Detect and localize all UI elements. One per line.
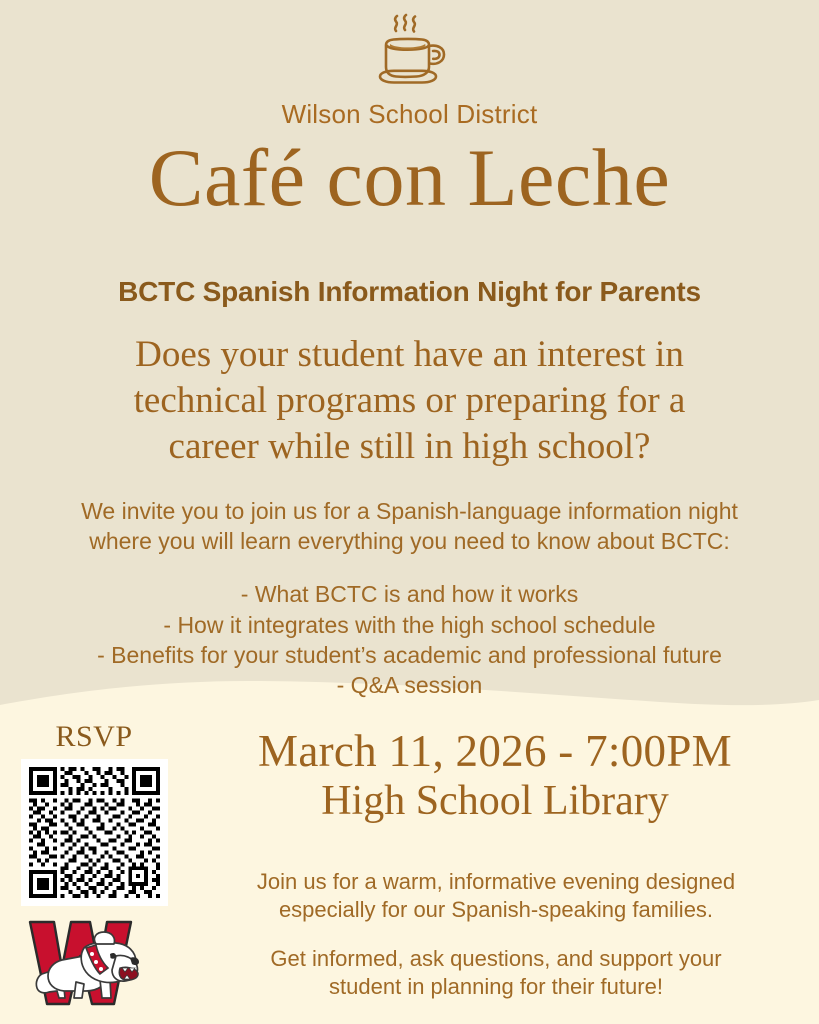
list-item: - How it integrates with the high school schedule (163, 611, 656, 638)
coffee-cup-icon (367, 12, 453, 90)
topic-list (10, 579, 810, 700)
closing-text-block (180, 868, 812, 1001)
closing-line: especially for our Spanish-speaking families. (278, 896, 714, 922)
closing-paragraph (180, 868, 812, 923)
event-location: High School Library (321, 778, 669, 825)
closing-line: student in planning for their future! (329, 974, 663, 1000)
closing-line: Get informed, ask questions, and support your (270, 946, 722, 972)
headline-line: technical programs or preparing for a (133, 379, 686, 421)
bottom-content-section (0, 700, 819, 1024)
list-item: - Q&A session (336, 672, 483, 699)
headline-line: career while still in high school? (168, 425, 651, 467)
qr-code-icon[interactable] (21, 759, 168, 906)
headline-line: Does your student have an interest in (135, 333, 684, 375)
page-title: Café con Leche (148, 131, 671, 223)
invitation-paragraph (15, 497, 805, 557)
closing-paragraph (180, 945, 812, 1000)
list-item: - Benefits for your student’s academic and professional future (97, 641, 722, 668)
list-item: - What BCTC is and how it works (240, 581, 579, 608)
event-datetime: March 11, 2026 - 7:00PM (258, 726, 732, 776)
rsvp-label: RSVP (55, 720, 133, 753)
rsvp-block (14, 722, 174, 906)
headline-question (60, 332, 760, 470)
invitation-line: where you will learn everything you need to know about BCTC: (89, 528, 730, 555)
closing-line: Join us for a warm, informative evening designed (256, 869, 736, 894)
bulldog-mascot-logo (24, 912, 154, 1010)
invitation-line: We invite you to join us for a Spanish-language information night (81, 498, 738, 525)
event-subtitle: BCTC Spanish Information Night for Parents (118, 275, 701, 307)
event-info (175, 726, 815, 826)
district-name: Wilson School District (281, 99, 538, 129)
